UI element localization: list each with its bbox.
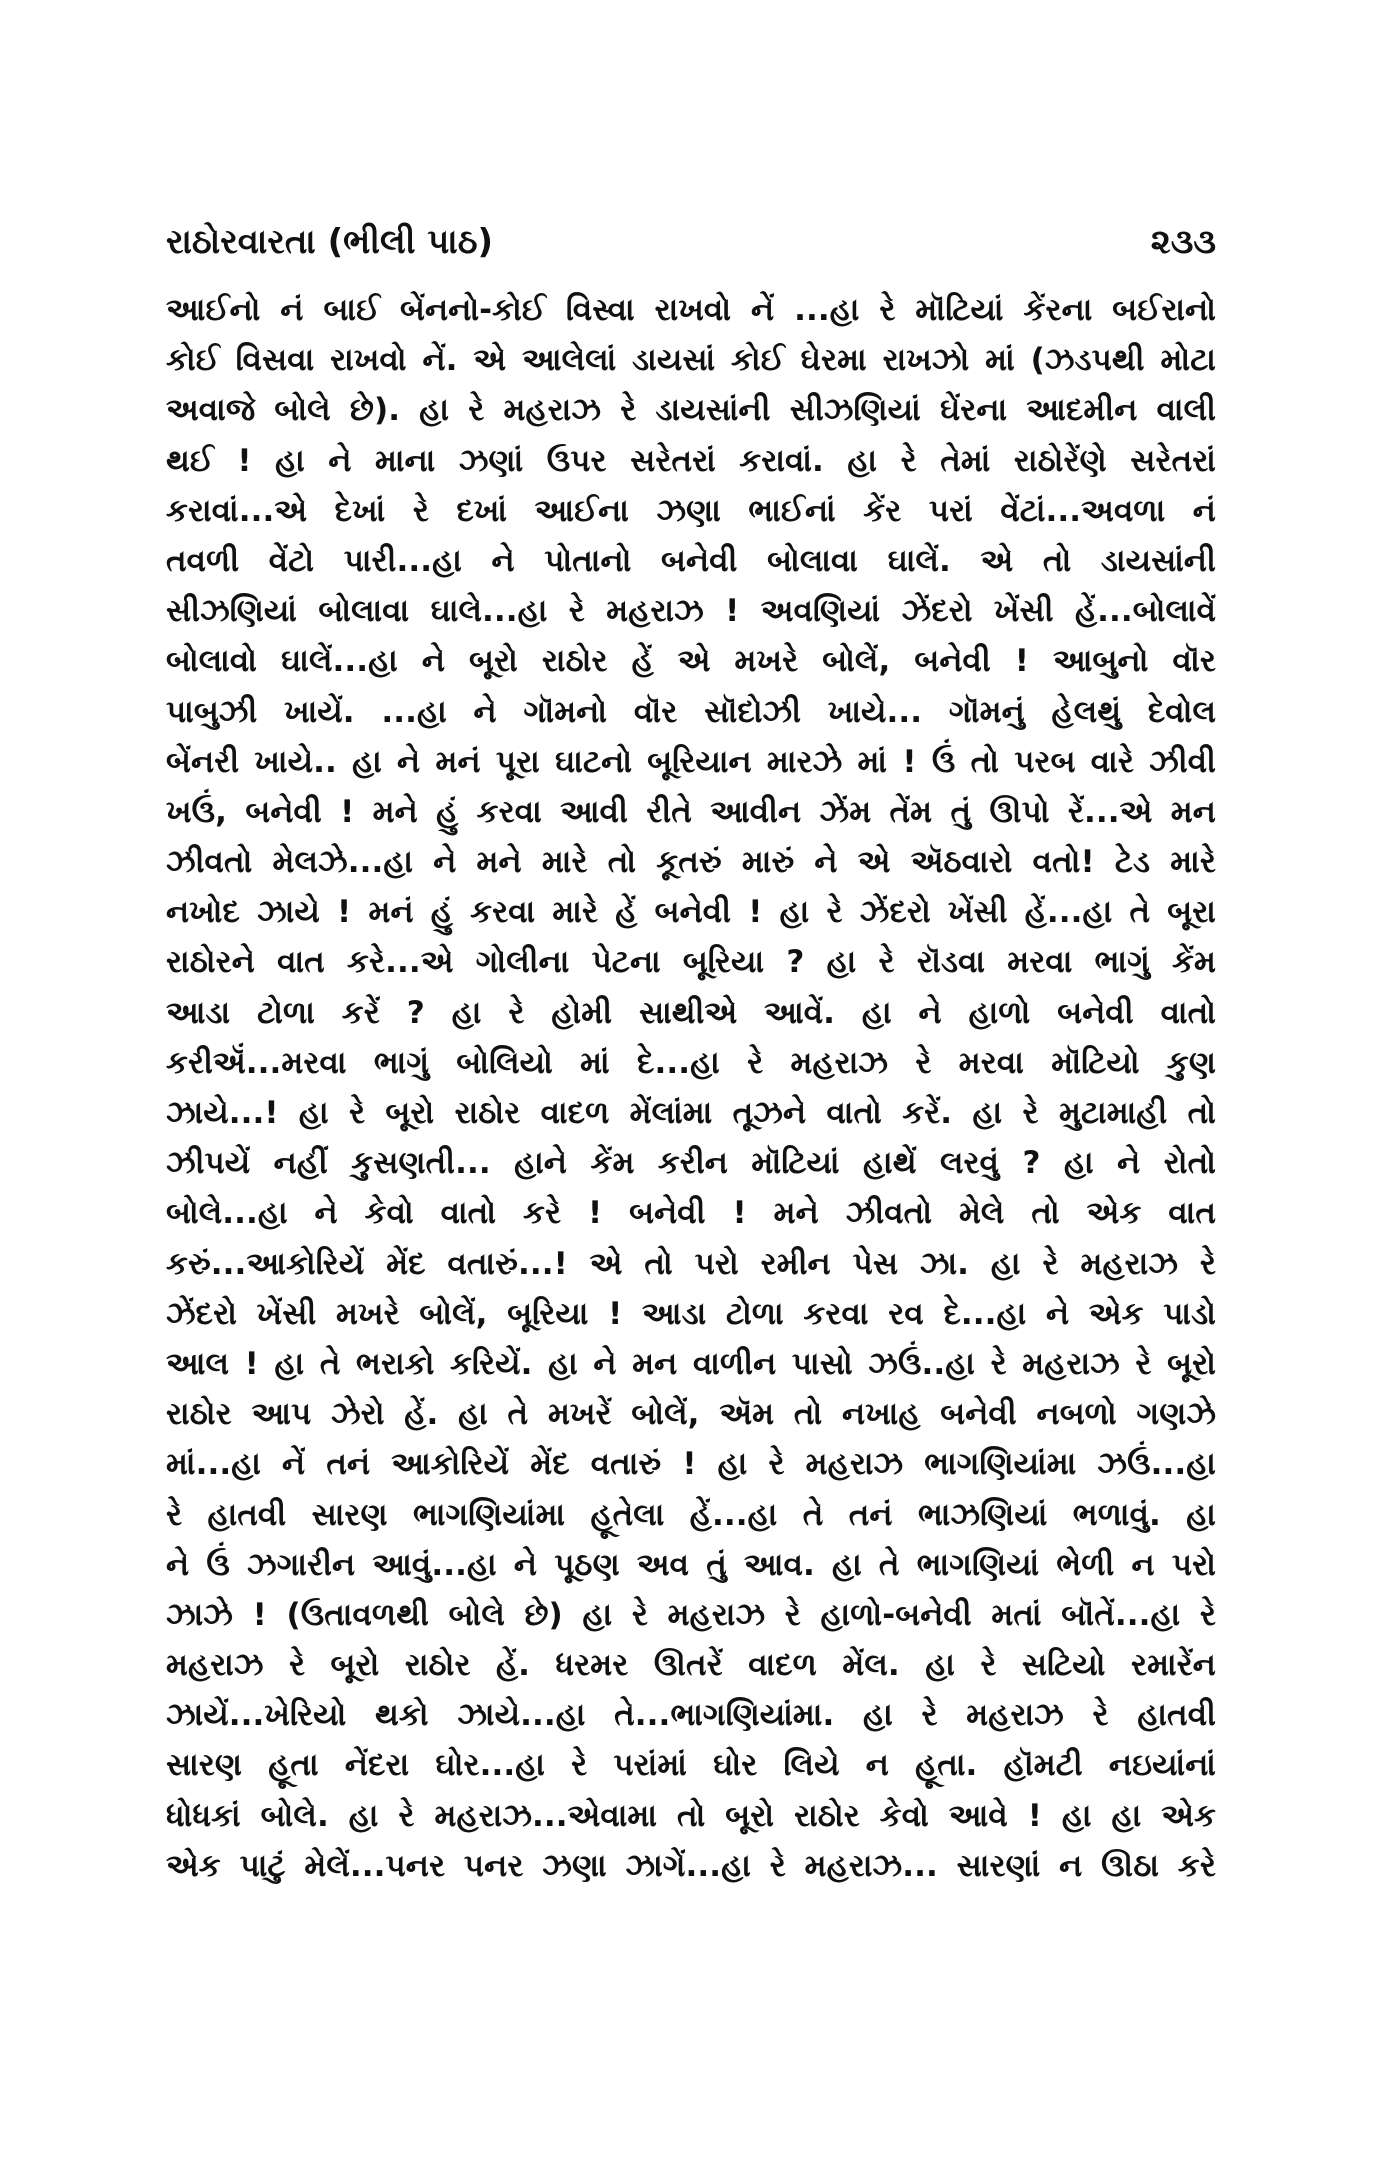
text-line: રે હાતવી સારણ ભાગણિયાંમા હૂતેલા હેં...હા તે તનં ભાઝણિયાં ભળાવું. હા	[166, 1496, 1216, 1533]
text-line: સારણ હૂતા નેંદરા ઘોર...હા રે પરાંમાં ઘોર લિયે ન હૂતા. હૉમટી નઇયાંનાં	[166, 1747, 1216, 1784]
text-line: કોઈ વિસવા રાખવો નેં. એ આલેલાં ડાયસાં કોઈ ઘેરમા રાખઝો માં (ઝડપથી મોટા	[166, 342, 1216, 379]
text-line: ઝાઝે ! (ઉતાવળથી બોલે છે) હા રે મહરાઝ રે હાળો-બનેવી મતાં બૉતેં...હા રે	[166, 1596, 1216, 1633]
text-line: મહરાઝ રે બૂરો રાઠોર હેં. ધરમર ઊતરેં વાદળ મેંલ. હા રે સટિયો રમારેંન	[166, 1647, 1216, 1684]
text-line: આડા ટોળા કરેં ? હા રે હોમી સાથીએ આવેં. હા ને હાળો બનેવી વાતો	[166, 994, 1216, 1031]
text-line: ઝેંદરો ખેંસી મખરે બોલેં, બૂરિયા ! આડા ટોળા કરવા રવ દે...હા ને એક પાડો	[166, 1295, 1216, 1332]
text-line: બોલે...હા ને કેવો વાતો કરે ! બનેવી ! મને ઝીવતો મેલે તો એક વાત	[166, 1195, 1216, 1232]
text-line: આઈનો નં બાઈ બેંનનો-કોઈ વિસ્વા રાખવો નેં ...હા રે મૉટિયાં કેંરના બઈરાનો	[166, 292, 1216, 328]
text-line: બેંનરી ખાયે.. હા ને મનં પૂરા ઘાટનો બૂરિયાન મારઝે માં ! ઉં તો પરબ વારે ઝીવી	[166, 743, 1216, 780]
text-line: થઈ ! હા ને માના ઝણાં ઉપર સરેતરાં કરાવાં. હા રે તેમાં રાઠોરેંણે સરેતરાં	[166, 442, 1216, 479]
text-line: ને ઉં ઝગારીન આવું...હા ને પૂઠણ અવ તું આવ. હા તે ભાગણિયાં ભેળી ન પરો	[166, 1546, 1216, 1583]
text-line: ખઉં, બનેવી ! મને હું કરવા આવી રીતે આવીન ઝેંમ તેંમ તું ઊપો રેં...એ મન	[166, 793, 1216, 830]
text-line: તવળી વેંટો પારી...હા ને પોતાનો બનેવી બોલાવા ઘાલેં. એ તો ડાયસાંની	[166, 542, 1216, 579]
text-line: સીઝણિયાં બોલાવા ઘાલે...હા રે મહરાઝ ! અવણિયાં ઝેંદરો ખેંસી હેં...બોલાવેં	[166, 593, 1216, 630]
text-line: એક પાટું મેલેં...પનર પનર ઝણા ઝાગેં...હા રે મહરાઝ... સારણાં ન ઊઠા કરે	[166, 1847, 1216, 1884]
text-line: કરું...આકોરિયેં મેંદ વતારું...! એ તો પરો રમીન પેસ ઝા. હા રે મહરાઝ રે	[166, 1245, 1216, 1282]
running-header	[166, 212, 1216, 272]
text-line: ઝીપયેં નહીં કુસણતી... હાને કેંમ કરીન મૉટિયાં હાથેં લરવું ? હા ને રોતો	[166, 1145, 1216, 1182]
text-line: અવાજે બોલે છે). હા રે મહરાઝ રે ડાયસાંની સીઝણિયાં ઘેંરના આદમીન વાલી	[166, 392, 1216, 429]
text-line: કરીઍં...મરવા ભાગું બોલિયો માં દે...હા રે મહરાઝ રે મરવા મૉટિયો કુણ	[166, 1044, 1216, 1081]
text-line: નખોદ ઝાયે ! મનં હું કરવા મારે હેં બનેવી ! હા રે ઝેંદરો ખેંસી હેં...હા તે બૂરા	[166, 894, 1216, 931]
text-line: આલ ! હા તે ભરાકો કરિયેં. હા ને મન વાળીન પાસો ઝઉં..હા રે મહરાઝ રે બૂરો	[166, 1345, 1216, 1382]
text-line: માં...હા નેં તનં આકોરિયેં મેંદ વતારું ! હા રે મહરાઝ ભાગણિયાંમા ઝઉં...હા	[166, 1446, 1216, 1483]
text-line: બોલાવો ઘાલેં...હા ને બૂરો રાઠોર હેં એ મખરે બોલેં, બનેવી ! આબુનો વૉર	[166, 643, 1216, 680]
text-line: ઝાયે...! હા રે બૂરો રાઠોર વાદળ મેંલાંમા તૂઝને વાતો કરેં. હા રે મુટામાહી તો	[166, 1095, 1216, 1131]
text-line: ઝીવતો મેલઝે...હા ને મને મારે તો કૂતરું મારું ને એ ઍઠવારો વતો! ટેડ મારે	[166, 844, 1216, 881]
text-line: કરાવાં...એ દેખાં રે દખાં આઈના ઝણા ભાઈનાં કેંર પરાં વેંટાં...અવળા નં	[166, 492, 1216, 529]
text-line: ધોધકાં બોલે. હા રે મહરાઝ...એવામા તો બૂરો રાઠોર કેવો આવે ! હા હા એક	[166, 1797, 1216, 1834]
text-line: પાબુઝી ખાયેં. ...હા ને ગૉમનો વૉર સૉદોઝી ખાયે... ગૉમનું હેલથું દેવોલ	[166, 693, 1216, 730]
text-line: ઝાયેં...ખેરિયો થકો ઝાયે...હા તે...ભાગણિયાંમા. હા રે મહરાઝ રે હાતવી	[166, 1697, 1216, 1734]
page-number: ૨૩૩	[1150, 222, 1216, 262]
body-text	[166, 285, 1216, 1891]
text-line: રાઠોરને વાત કરે...એ ગોલીના પેટના બૂરિયા ? હા રે રૉડવા મરવા ભાગું કેંમ	[166, 944, 1216, 981]
text-line: રાઠોર આપ ઝેરો હેં. હા તે મખરેં બોલેં, ઍમ તો નખાહ બનેવી નબળો ગણઝે	[166, 1396, 1216, 1433]
running-title: રાઠોરવારતા (ભીલી પાઠ)	[166, 222, 494, 262]
